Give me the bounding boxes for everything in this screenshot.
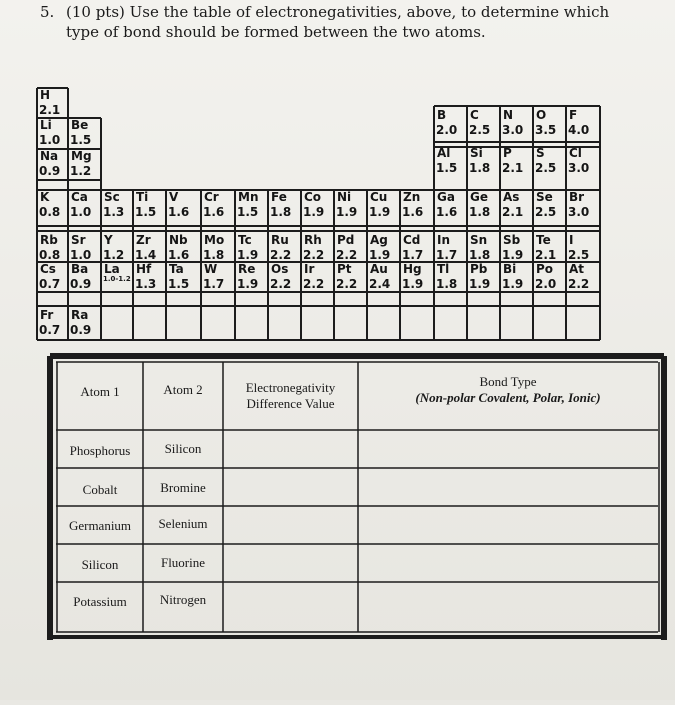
element-symbol: Fr xyxy=(40,308,54,322)
element-symbol: Rb xyxy=(40,233,58,247)
element-electronegativity: 1.9 xyxy=(502,248,524,262)
header-atom-2: Atom 2 xyxy=(163,382,203,397)
element-electronegativity: 1.9 xyxy=(369,205,391,219)
element-electronegativity: 1.9 xyxy=(237,277,259,291)
element-symbol: Hf xyxy=(136,262,152,276)
element-symbol: Al xyxy=(437,146,451,160)
element-symbol: Li xyxy=(40,118,52,132)
element-symbol: Ir xyxy=(304,262,315,276)
element-symbol: Sr xyxy=(71,233,86,247)
element-electronegativity: 1.9 xyxy=(303,205,325,219)
element-symbol: Ti xyxy=(136,190,149,204)
element-electronegativity: 1.5 xyxy=(135,205,157,219)
element-symbol: Si xyxy=(470,146,483,160)
element-electronegativity: 3.0 xyxy=(568,205,590,219)
element-symbol: Cs xyxy=(40,262,56,276)
element-symbol: Nb xyxy=(169,233,188,247)
element-symbol: Pb xyxy=(470,262,488,276)
element-electronegativity: 1.0 xyxy=(39,133,61,147)
element-symbol: Y xyxy=(104,233,113,247)
element-electronegativity: 1.9 xyxy=(336,205,358,219)
element-symbol: Zr xyxy=(136,233,151,247)
element-electronegativity: 2.1 xyxy=(502,205,524,219)
element-electronegativity: 1.0-1.2 xyxy=(103,275,131,283)
element-electronegativity: 2.2 xyxy=(568,277,590,291)
element-symbol: Pt xyxy=(337,262,352,276)
element-electronegativity: 1.5 xyxy=(436,161,458,175)
element-electronegativity: 1.8 xyxy=(469,161,491,175)
element-electronegativity: 1.6 xyxy=(436,205,458,219)
element-electronegativity: 1.5 xyxy=(237,205,259,219)
header-difference: Electronegativity xyxy=(245,380,336,395)
element-electronegativity: 0.7 xyxy=(39,277,61,291)
element-electronegativity: 0.8 xyxy=(39,205,61,219)
element-electronegativity: 0.9 xyxy=(70,323,92,337)
element-symbol: Fe xyxy=(271,190,287,204)
element-symbol: Co xyxy=(304,190,322,204)
element-electronegativity: 1.8 xyxy=(469,205,491,219)
element-symbol: Cr xyxy=(204,190,219,204)
element-electronegativity: 2.5 xyxy=(535,205,557,219)
element-electronegativity: 1.3 xyxy=(103,205,125,219)
element-symbol: I xyxy=(569,233,574,247)
element-electronegativity: 1.0 xyxy=(70,248,92,262)
element-electronegativity: 1.5 xyxy=(168,277,190,291)
element-symbol: At xyxy=(569,262,585,276)
element-electronegativity: 3.0 xyxy=(502,123,524,137)
element-symbol: Tc xyxy=(238,233,252,247)
element-symbol: O xyxy=(536,108,547,122)
element-electronegativity: 1.9 xyxy=(402,277,424,291)
element-symbol: Ag xyxy=(370,233,388,247)
element-electronegativity: 2.1 xyxy=(39,103,61,117)
row-atom-1: Silicon xyxy=(81,557,119,572)
element-symbol: Br xyxy=(569,190,585,204)
element-symbol: B xyxy=(437,108,447,122)
element-electronegativity: 1.3 xyxy=(135,277,157,291)
element-electronegativity: 2.2 xyxy=(303,277,325,291)
bond-type-answer-cell[interactable] xyxy=(359,431,658,467)
element-electronegativity: 2.5 xyxy=(535,161,557,175)
element-symbol: Mo xyxy=(204,233,225,247)
element-symbol: Re xyxy=(238,262,256,276)
element-symbol: Ni xyxy=(337,190,352,204)
element-symbol: Na xyxy=(40,149,59,163)
element-electronegativity: 2.5 xyxy=(568,248,590,262)
header-bond-type-options: (Non-polar Covalent, Polar, Ionic) xyxy=(415,390,601,405)
element-electronegativity: 1.2 xyxy=(103,248,125,262)
element-electronegativity: 1.8 xyxy=(203,248,225,262)
element-symbol: Cl xyxy=(569,146,582,160)
element-symbol: P xyxy=(503,146,512,160)
element-symbol: Cu xyxy=(370,190,388,204)
element-symbol: H xyxy=(40,88,51,102)
element-electronegativity: 1.9 xyxy=(502,277,524,291)
question-number: 5. xyxy=(40,3,55,21)
element-symbol: S xyxy=(536,146,545,160)
row-atom-1: Cobalt xyxy=(82,482,118,497)
bond-type-answer-cell[interactable] xyxy=(359,469,658,505)
row-atom-1: Phosphorus xyxy=(69,443,131,458)
element-electronegativity: 1.6 xyxy=(402,205,424,219)
element-electronegativity: 1.9 xyxy=(469,277,491,291)
element-electronegativity: 1.8 xyxy=(270,205,292,219)
element-electronegativity: 1.7 xyxy=(203,277,225,291)
element-electronegativity: 3.5 xyxy=(535,123,557,137)
element-electronegativity: 4.0 xyxy=(568,123,590,137)
element-symbol: Sc xyxy=(104,190,120,204)
header-difference: Difference Value xyxy=(246,396,335,411)
element-symbol: Zn xyxy=(403,190,421,204)
element-symbol: Se xyxy=(536,190,553,204)
element-symbol: N xyxy=(503,108,514,122)
element-electronegativity: 2.5 xyxy=(469,123,491,137)
element-electronegativity: 1.8 xyxy=(469,248,491,262)
element-electronegativity: 1.9 xyxy=(369,248,391,262)
element-electronegativity: 0.9 xyxy=(39,164,61,178)
element-symbol: La xyxy=(104,262,120,276)
element-symbol: W xyxy=(204,262,218,276)
bond-type-answer-cell[interactable] xyxy=(359,507,658,543)
element-electronegativity: 2.2 xyxy=(336,248,358,262)
element-electronegativity: 3.0 xyxy=(568,161,590,175)
element-electronegativity: 1.8 xyxy=(436,277,458,291)
element-symbol: Pd xyxy=(337,233,355,247)
row-atom-2: Selenium xyxy=(158,516,208,531)
element-electronegativity: 2.0 xyxy=(436,123,458,137)
difference-answer-cell[interactable] xyxy=(224,431,357,467)
element-symbol: Ba xyxy=(71,262,89,276)
element-symbol: Ca xyxy=(71,190,88,204)
element-electronegativity: 1.6 xyxy=(168,205,190,219)
question-text-line2: type of bond should be formed between the two atoms. xyxy=(66,23,486,41)
element-electronegativity: 2.1 xyxy=(502,161,524,175)
element-symbol: K xyxy=(40,190,50,204)
row-atom-1: Germanium xyxy=(68,518,132,533)
element-electronegativity: 1.7 xyxy=(436,248,458,262)
element-electronegativity: 1.4 xyxy=(135,248,157,262)
element-symbol: Tl xyxy=(437,262,450,276)
element-electronegativity: 1.5 xyxy=(70,133,92,147)
element-electronegativity: 2.4 xyxy=(369,277,391,291)
element-symbol: Os xyxy=(271,262,289,276)
element-electronegativity: 2.2 xyxy=(303,248,325,262)
element-symbol: Cd xyxy=(403,233,421,247)
element-electronegativity: 1.7 xyxy=(402,248,424,262)
element-symbol: Ta xyxy=(169,262,184,276)
element-electronegativity: 1.6 xyxy=(203,205,225,219)
element-symbol: V xyxy=(169,190,179,204)
row-atom-2: Silicon xyxy=(164,441,202,456)
element-electronegativity: 2.1 xyxy=(535,248,557,262)
header-atom-1: Atom 1 xyxy=(80,384,120,399)
element-symbol: Sn xyxy=(470,233,488,247)
difference-answer-cell[interactable] xyxy=(224,469,357,505)
element-symbol: Te xyxy=(536,233,551,247)
row-atom-2: Bromine xyxy=(160,480,206,495)
element-symbol: Ge xyxy=(470,190,488,204)
element-symbol: Mg xyxy=(71,149,92,163)
element-symbol: As xyxy=(503,190,520,204)
element-symbol: Be xyxy=(71,118,89,132)
element-symbol: Ga xyxy=(437,190,455,204)
question-text-line1: (10 pts) Use the table of electronegativities, above, to determine which xyxy=(66,3,610,21)
row-atom-2: Fluorine xyxy=(160,555,206,570)
row-atom-1: Potassium xyxy=(73,594,127,609)
element-symbol: Ra xyxy=(71,308,89,322)
element-electronegativity: 1.2 xyxy=(70,164,92,178)
header-bond-type: Bond Type xyxy=(479,374,537,389)
element-electronegativity: 1.6 xyxy=(168,248,190,262)
element-symbol: Bi xyxy=(503,262,517,276)
element-symbol: F xyxy=(569,108,578,122)
element-electronegativity: 2.0 xyxy=(535,277,557,291)
difference-answer-cell[interactable] xyxy=(224,545,357,581)
element-electronegativity: 1.9 xyxy=(237,248,259,262)
element-symbol: In xyxy=(437,233,451,247)
element-symbol: Hg xyxy=(403,262,422,276)
element-symbol: C xyxy=(470,108,479,122)
element-symbol: Mn xyxy=(238,190,259,204)
element-symbol: Au xyxy=(370,262,388,276)
element-symbol: Rh xyxy=(304,233,322,247)
element-electronegativity: 0.7 xyxy=(39,323,61,337)
element-electronegativity: 2.2 xyxy=(336,277,358,291)
row-atom-2: Nitrogen xyxy=(159,592,207,607)
difference-answer-cell[interactable] xyxy=(224,507,357,543)
element-electronegativity: 1.0 xyxy=(70,205,92,219)
element-electronegativity: 0.9 xyxy=(70,277,92,291)
element-symbol: Ru xyxy=(271,233,289,247)
element-electronegativity: 2.2 xyxy=(270,277,292,291)
difference-answer-cell[interactable] xyxy=(224,583,357,629)
bond-type-answer-cell[interactable] xyxy=(359,545,658,581)
element-symbol: Sb xyxy=(503,233,521,247)
element-electronegativity: 0.8 xyxy=(39,248,61,262)
element-electronegativity: 2.2 xyxy=(270,248,292,262)
element-symbol: Po xyxy=(536,262,554,276)
bond-type-answer-cell[interactable] xyxy=(359,583,658,629)
